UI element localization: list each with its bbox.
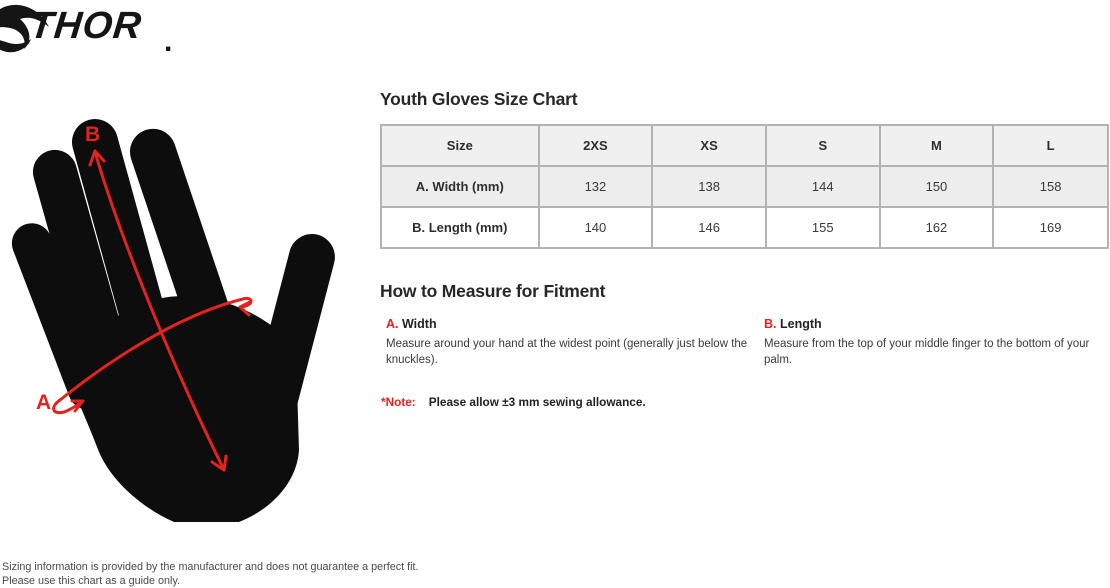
- disclaimer-line: Please use this chart as a guide only.: [2, 575, 181, 587]
- thor-logo: THOR .: [0, 0, 200, 60]
- row-label: B. Length (mm): [381, 207, 539, 248]
- measure-name: Width: [401, 317, 437, 331]
- column-header: XS: [652, 125, 766, 166]
- row-label: A. Width (mm): [381, 166, 539, 207]
- disclaimer-line: Sizing information is provided by the manufacturer and does not guarantee a perfect fit.: [2, 561, 419, 573]
- column-header: L: [993, 125, 1108, 166]
- table-row: [381, 207, 1108, 248]
- thor-wordmark: THOR: [27, 5, 144, 47]
- diagram-label-a: A: [36, 391, 52, 414]
- diagram-label-b: B: [85, 123, 101, 146]
- note-text: Please allow ±3 mm sewing allowance.: [428, 395, 646, 409]
- table-header-row: [381, 125, 1108, 166]
- table-cell: 146: [652, 207, 766, 248]
- page-title: Youth Gloves Size Chart: [380, 89, 578, 109]
- measure-section-title: How to Measure for Fitment: [380, 281, 606, 301]
- disclaimer: [2, 560, 419, 588]
- note-label: *Note:: [381, 395, 416, 409]
- column-header: S: [766, 125, 880, 166]
- table-cell: 150: [880, 166, 994, 207]
- table-cell: 140: [539, 207, 653, 248]
- column-header: Size: [381, 125, 539, 166]
- measure-item-length: [764, 317, 1110, 368]
- table-cell: 132: [539, 166, 653, 207]
- sewing-note: [381, 395, 646, 409]
- table-cell: 158: [993, 166, 1108, 207]
- size-chart-table: [380, 124, 1109, 249]
- table-row: [381, 166, 1108, 207]
- column-header: M: [880, 125, 994, 166]
- column-header: 2XS: [539, 125, 653, 166]
- measure-item-width: [386, 317, 751, 368]
- measure-description: Measure from the top of your middle finger to the bottom of your palm.: [764, 338, 1090, 366]
- measure-name: Length: [779, 317, 822, 331]
- hand-diagram: [0, 110, 360, 550]
- measure-key: B.: [764, 317, 777, 331]
- measure-key: A.: [386, 317, 399, 331]
- measure-description: Measure around your hand at the widest point (generally just below the knuckles).: [386, 338, 748, 366]
- table-cell: 169: [993, 207, 1108, 248]
- table-cell: 138: [652, 166, 766, 207]
- measure-heading: [386, 317, 751, 331]
- table-cell: 155: [766, 207, 880, 248]
- measure-heading: [764, 317, 1110, 331]
- hand-silhouette-icon: [6, 114, 340, 522]
- table-cell: 162: [880, 207, 994, 248]
- table-cell: 144: [766, 166, 880, 207]
